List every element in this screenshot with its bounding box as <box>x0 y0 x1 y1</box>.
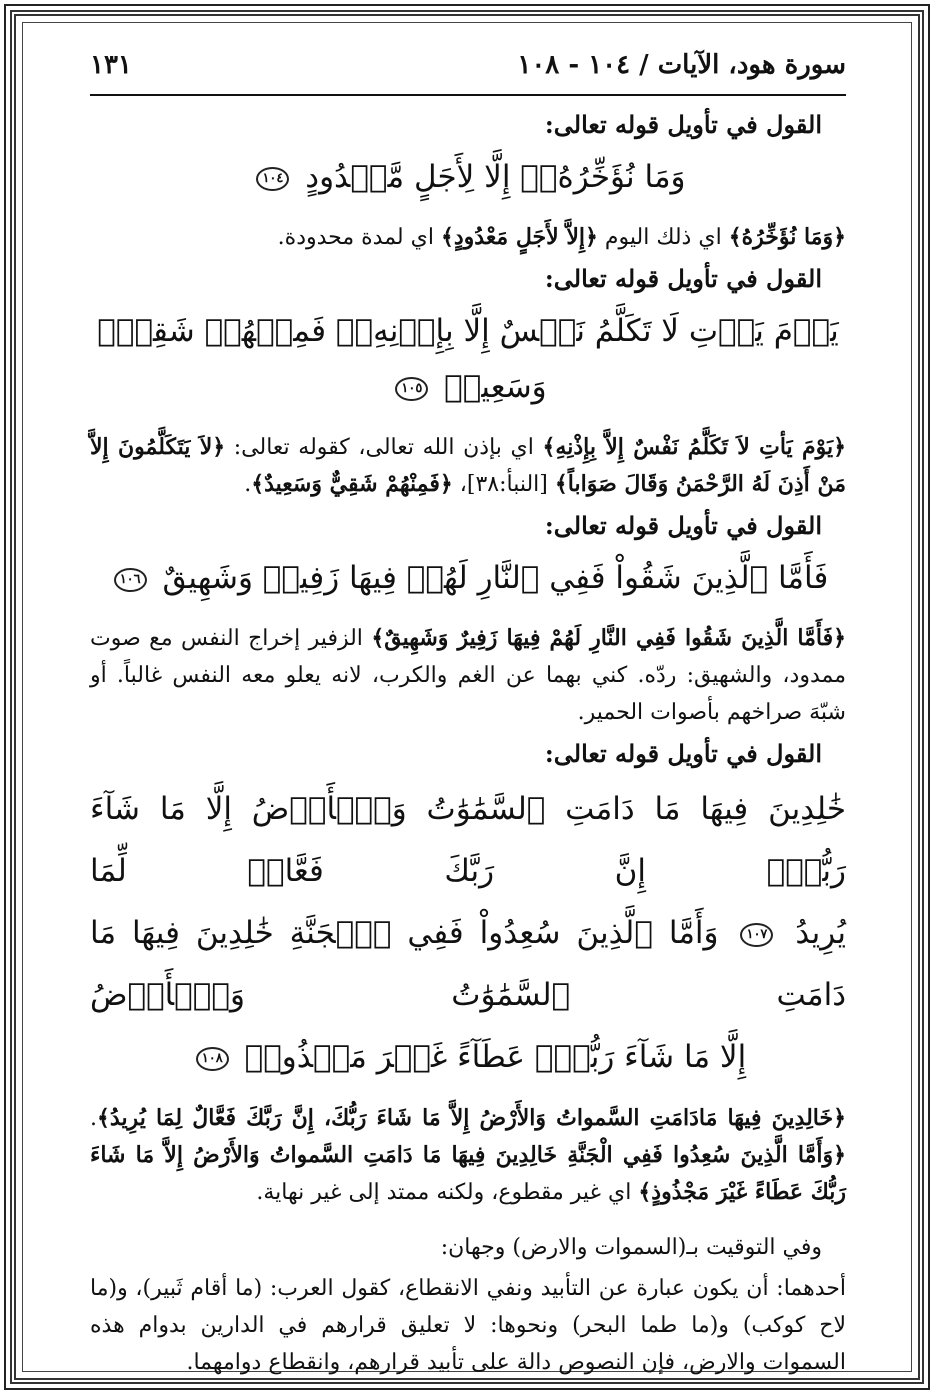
section-heading: القول في تأويل قوله تعالى: <box>544 264 822 293</box>
verse-text: وَمَا نُؤَخِّرُهُۥٓ إِلَّا لِأَجَلٍ مَّعۡدُودٍ <box>305 159 686 195</box>
commentary-text: الزفير إخراج النفس مع صوت ممدود، والشهيق: ردّه. كني بهما عن الغم والكرب، لانه يعلو معه النفس غالباً. أو شبّهَ صراخهم بأصوات الحمير. <box>90 626 846 725</box>
book-page <box>90 50 846 1385</box>
header-rule <box>90 94 846 96</box>
quran-verse <box>90 550 846 606</box>
verse-quote: ﴿وَأَمَّا الَّذِينَ سُعِدُوا فَفِي الْجَنَّةِ خَالِدِينَ فِيهَا مَا دَامَتِ السَّمواتُ وَالأَرْضُ إِلاَّ مَا شَاءَ رَبُّكَ عَطَاءً غَيْرَ مَجْذُوذٍ﴾ <box>90 1142 846 1205</box>
page-number: ١٣١ <box>90 50 132 80</box>
section-heading: القول في تأويل قوله تعالى: <box>544 110 822 139</box>
commentary-text: اي ذلك اليوم <box>597 225 729 250</box>
verse-text: وَأَمَّا ٱلَّذِينَ سُعِدُواْ فَفِي ٱلۡجَنَّةِ خَٰلِدِينَ فِيهَا مَا دَامَتِ ٱلسَّمَٰوَٰتُ وَٱلۡأَرۡضُ <box>90 915 846 1013</box>
section-heading: القول في تأويل قوله تعالى: <box>544 739 822 768</box>
verse-text: إِلَّا مَا شَآءَ رَبُّكَۖ عَطَآءً غَيۡرَ مَجۡذُوذٖ <box>244 1039 747 1075</box>
section-heading: القول في تأويل قوله تعالى: <box>544 511 822 540</box>
closing-paragraph: وفي التوقيت بـ(السموات والارض) وجهان: <box>440 1235 822 1260</box>
verse-quote: ﴿لاَ يَتَكَلَّمُونَ إِلاَّ مَنْ أَذِنَ لَهُ الرَّحْمَنُ وَقَالَ صَوَاباً﴾ <box>90 434 846 497</box>
verse-number: ١٠٤ <box>256 167 289 191</box>
verse-text: يُرِيدُ <box>795 915 846 951</box>
commentary-paragraph <box>90 429 846 503</box>
closing-paragraph: أحدهما: أن يكون عبارة عن التأبيد ونفي الانقطاع، كقول العرب: (ما أقام ثَبير)، و(ما لاح كوكب) و(ما طما البحر) ونحوها: لا تعليق قرارهم في الدارين بدوام هذه السموات والارض، فإن النصوص دالة على تأبيد قرارهم، وانقطاع دوامهما. <box>90 1276 846 1375</box>
verse-quote: ﴿خَالِدِينَ فِيهَا مَادَامَتِ السَّمواتُ وَالأَرْضُ إِلاَّ مَا شَاءَ رَبُّكَ، إِنَّ رَبَّكَ فَعَّالٌ لِمَا يُرِيدُ﴾ <box>97 1105 846 1131</box>
verse-number: ١٠٨ <box>196 1047 229 1071</box>
commentary-paragraph <box>90 219 846 256</box>
quran-verse-block <box>90 778 846 1088</box>
verse-text: فَأَمَّا ٱلَّذِينَ شَقُواْ فَفِي ٱلنَّارِ لَهُمۡ فِيهَا زَفِيرٞ وَشَهِيقٌ <box>162 560 829 596</box>
verse-quote: ﴿فَأَمَّا الَّذِينَ شَقُوا فَفِي النَّارِ لَهُمْ فِيهَا زَفِيرٌ وَشَهِيقٌ﴾ <box>371 625 847 651</box>
verse-quote: ﴿فَمِنْهُمْ شَقِيٌّ وَسَعِيدٌ﴾ <box>251 471 453 497</box>
verse-number: ١٠٧ <box>740 923 773 947</box>
surah-title: سورة هود، الآيات / ١٠٤ - ١٠٨ <box>517 50 846 80</box>
verse-quote: ﴿يَوْمَ يَأتِ لاَ تَكَلَّمُ نَفْسٌ إِلاَّ بِإِذْنِهِ﴾ <box>542 434 846 460</box>
verse-quote: ﴿وَمَا نُؤَخِّرُهُ﴾ <box>728 224 846 250</box>
quran-verse <box>90 149 846 205</box>
commentary-text: . <box>90 1106 97 1131</box>
commentary-paragraph <box>90 620 846 731</box>
verse-text: يَوۡمَ يَأۡتِ لَا تَكَلَّمُ نَفۡسٌ إِلَّا بِإِذۡنِهِۦۚ فَمِنۡهُمۡ شَقِيّٞ وَسَعِيدٞ <box>97 313 839 405</box>
commentary-text: . <box>244 472 252 497</box>
running-header <box>90 50 846 90</box>
commentary-text: اي بإذن الله تعالى، كقوله تعالى: <box>225 435 543 460</box>
quran-verse <box>90 303 846 415</box>
verse-number: ١٠٥ <box>395 377 428 401</box>
commentary-text: اي غير مقطوع، ولكنه ممتد إلى غير نهاية. <box>256 1180 639 1205</box>
verse-line <box>90 1026 846 1088</box>
verse-number: ١٠٦ <box>114 568 147 592</box>
commentary-text: اي لمدة محدودة. <box>277 225 441 250</box>
commentary-paragraph <box>90 1100 846 1211</box>
verse-quote: ﴿إِلاَّ لأَجَلٍ مَعْدُودٍ﴾ <box>440 224 598 250</box>
citation: [النبأ:٣٨]، <box>452 472 555 497</box>
verse-line: خَٰلِدِينَ فِيهَا مَا دَامَتِ ٱلسَّمَٰوَٰتُ وَٱلۡأَرۡضُ إِلَّا مَا شَآءَ رَبُّكَۚ إِنَّ رَبَّكَ فَعَّالٞ لِّمَا <box>90 791 846 889</box>
verse-line <box>90 902 846 1026</box>
